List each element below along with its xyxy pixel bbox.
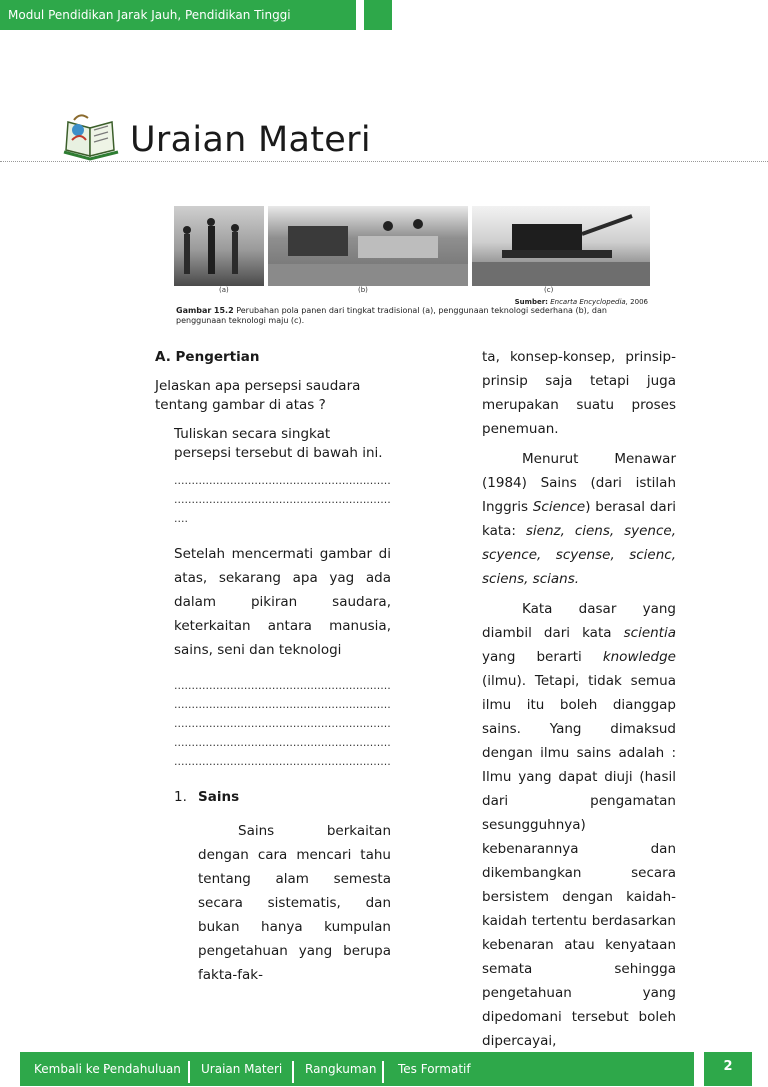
figure-label-a: (a): [219, 286, 229, 294]
footer-nav-bar: [20, 1052, 694, 1086]
header-square: [364, 0, 392, 30]
figure: [168, 202, 658, 328]
photo-simple-technology: [268, 206, 468, 286]
item-number: 1.: [174, 789, 187, 805]
nav-separator: [292, 1061, 294, 1083]
divider: [0, 161, 768, 162]
answer-line: ..............................................................: [174, 698, 391, 711]
photo-modern-harvester: [472, 206, 650, 286]
paragraph-2: Menurut Menawar (1984) Sains (dari istilah Inggris Science) berasal dari kata: sienz, ciens, syence, scyence, scyense, scienc, sciens, scians.: [482, 451, 676, 587]
module-title: Modul Pendidikan Jarak Jauh, Pendidikan Tinggi Kesehatan: [8, 8, 291, 52]
nav-link-uraian-materi[interactable]: Uraian Materi: [201, 1062, 283, 1076]
nav-separator: [188, 1061, 190, 1083]
photo-traditional-harvest: [174, 206, 264, 286]
section-title: Uraian Materi: [130, 120, 371, 160]
nav-link-rangkuman[interactable]: Rangkuman: [305, 1062, 377, 1076]
figure-source: Sumber: Encarta Encyclopedia, 2006: [514, 298, 648, 306]
footer-prefix: Kembali ke :: [34, 1062, 108, 1076]
answer-line: ..............................................................: [174, 679, 391, 692]
answer-line: ..............................................................: [174, 755, 391, 768]
item-paragraph: Sains berkaitan dengan cara mencari tahu tentang alam semesta secara sistematis, dan bukan hanya kumpulan pengetahuan yang berupa fakta-fak-: [198, 823, 391, 983]
nav-link-pendahuluan[interactable]: Pendahuluan: [103, 1062, 181, 1076]
header-bar: [0, 0, 356, 52]
section-heading: A. Pengertian: [155, 349, 260, 365]
answer-line: ..............................................................: [174, 717, 391, 730]
figure-label-b: (b): [358, 286, 368, 294]
answer-line: ..............................................................: [174, 493, 391, 506]
question-text: Jelaskan apa persepsi saudara tentang gambar di atas ?: [155, 378, 361, 413]
answer-line: ..............................................................: [174, 474, 391, 487]
prompt-text: Setelah mencermati gambar di atas, sekarang apa yag ada dalam pikiran saudara, keterkaitan antara manusia, sains, seni dan teknologi: [174, 546, 391, 658]
item-title: Sains: [198, 789, 240, 805]
paragraph-1: ta, konsep-konsep, prinsip-prinsip saja tetapi juga merupakan suatu proses penemuan.: [482, 349, 676, 437]
page-number: 2: [704, 1052, 752, 1086]
answer-line: ....: [174, 512, 188, 525]
figure-label-c: (c): [544, 286, 554, 294]
figure-caption: Gambar 15.2 Perubahan pola panen dari tingkat tradisional (a), penggunaan teknologi sederhana (b), dan penggunaan teknologi maju (c).: [176, 306, 607, 325]
instruction-text: Tuliskan secara singkat persepsi tersebut di bawah ini.: [174, 426, 383, 461]
figure-photos: [174, 206, 650, 286]
nav-link-tes-formatif[interactable]: Tes Formatif: [398, 1062, 471, 1076]
paragraph-3: Kata dasar yang diambil dari kata scientia yang berarti knowledge (ilmu). Tetapi, tidak semua ilmu itu boleh dianggap sains. Yang dimaksud dengan ilmu sains adalah : Ilmu yang dapat diuji (hasil dari pengamatan sesungguhnya) kebenarannya dan dikembangkan secara bersistem dengan kaidah-kaidah tertentu berdasarkan kebenaran atau kenyataan semata sehingga pengetahuan yang dipedomani tersebut boleh dipercayai,: [482, 601, 676, 1049]
nav-separator: [382, 1061, 384, 1083]
left-column: [155, 345, 391, 987]
open-book-icon: [62, 110, 120, 162]
right-column: [482, 345, 676, 1053]
answer-line: ..............................................................: [174, 736, 391, 749]
list-item-sains: [174, 785, 391, 809]
